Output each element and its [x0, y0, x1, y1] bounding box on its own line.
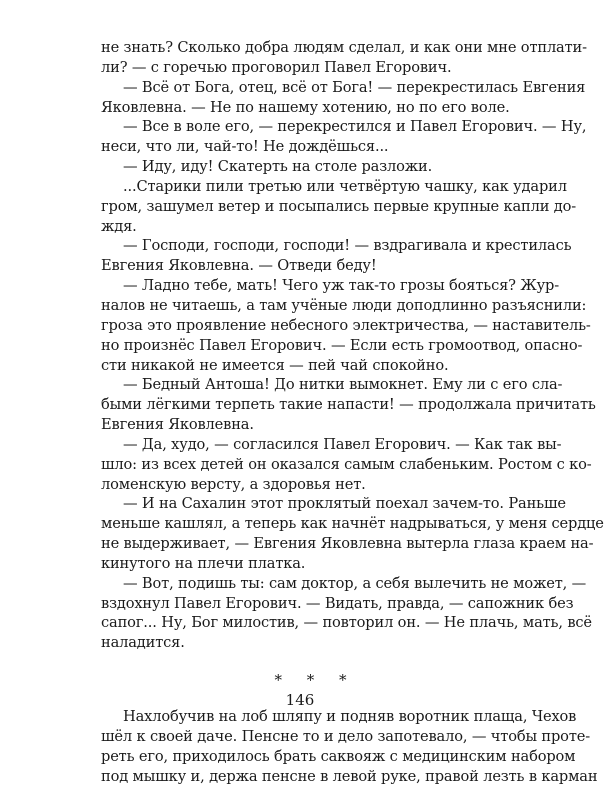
- text-line: меньше кашлял, а теперь как начнёт надрываться, у меня сердце: [101, 515, 604, 533]
- text-line: шёл к своей даче. Пенсне то и дело запотевало, — чтобы проте-: [101, 728, 591, 745]
- text-line: вздохнул Павел Егорович. — Видать, правда, — сапожник без: [101, 594, 574, 612]
- text-line: шло: из всех детей он оказался самым слабеньким. Ростом с ко-: [101, 455, 592, 473]
- spacer: [101, 653, 520, 660]
- text-line: налов не читаешь, а там учёные люди доподлинно разъяснили:: [101, 296, 587, 314]
- text-line: под мышку и, держа пенсне в левой руке, правой лезть в карман: [101, 767, 598, 785]
- text-line: — Иду, иду! Скатерть на столе разложи.: [123, 158, 433, 176]
- text-line: но произнёс Павел Егорович. — Если есть громоотвод, опасно-: [101, 336, 583, 354]
- text-line: — Все в воле его, — перекрестился и Павел Егорович. — Ну,: [123, 118, 587, 136]
- text-line: — Бедный Антоша! До нитки вымокнет. Ему ли с его сла-: [123, 376, 563, 394]
- text-block: [101, 38, 604, 653]
- text-line: — Ладно тебе, мать! Чего уж так-то грозы бояться? Жур-: [123, 277, 559, 295]
- text-line: наладится.: [101, 634, 185, 652]
- text-line: — И на Сахалин этот проклятый поехал зачем-то. Раньше: [123, 495, 566, 513]
- text-line: реть его, приходилось брать саквояж с медицинским набором: [101, 747, 576, 765]
- text-line: быми лёгкими терпеть такие напасти! — продолжала причитать: [101, 396, 596, 414]
- text-line: Евгения Яковлевна. — Отведи беду!: [101, 257, 377, 275]
- text-line: — Господи, господи, господи! — вздрагивала и крестилась: [123, 237, 572, 255]
- section-separator: * * *: [274, 671, 357, 690]
- text-line: гроза это проявление небесного электричества, — наставитель-: [101, 316, 591, 334]
- text-line: сапог... Ну, Бог милостив, — повторил он. — Не плачь, мать, всё: [101, 614, 592, 632]
- text-line: неси, что ли, чай-то! Не дождёшься...: [101, 138, 389, 156]
- text-line: Евгения Яковлевна.: [101, 416, 254, 434]
- text-line: — Вот, подишь ты: сам доктор, а себя вылечить не может, —: [123, 574, 587, 592]
- text-line: сти никакой не имеется — пей чай спокойно.: [101, 356, 449, 374]
- text-line: не знать? Сколько добра людям сделал, и как они мне отплати-: [101, 39, 587, 56]
- text-line: ждя.: [101, 217, 137, 235]
- text-line: ломенскую версту, а здоровья нет.: [101, 475, 366, 493]
- text-line: Яковлевна. — Не по нашему хотению, но по его воле.: [101, 98, 510, 116]
- text-line: — Всё от Бога, отец, всё от Бога! — перекрестилась Евгения: [123, 78, 586, 96]
- text-line: не выдерживает, — Евгения Яковлевна вытерла глаза краем на-: [101, 535, 594, 553]
- text-line: — Да, худо, — согласился Павел Егорович. — Как так вы-: [123, 435, 562, 453]
- text-line: гром, зашумел ветер и посыпались первые крупные капли до-: [101, 197, 577, 215]
- page-number: 146: [285, 691, 315, 709]
- text-line: ...Старики пили третью или четвёртую чашку, как ударил: [123, 177, 567, 195]
- text-line: кинутого на плечи платка.: [101, 554, 306, 572]
- text-line: ли? — с горечью проговорил Павел Егорович.: [101, 58, 452, 76]
- text-block-after: [101, 707, 598, 786]
- text-line: Нахлобучив на лоб шляпу и подняв воротник плаща, Чехов: [123, 708, 577, 726]
